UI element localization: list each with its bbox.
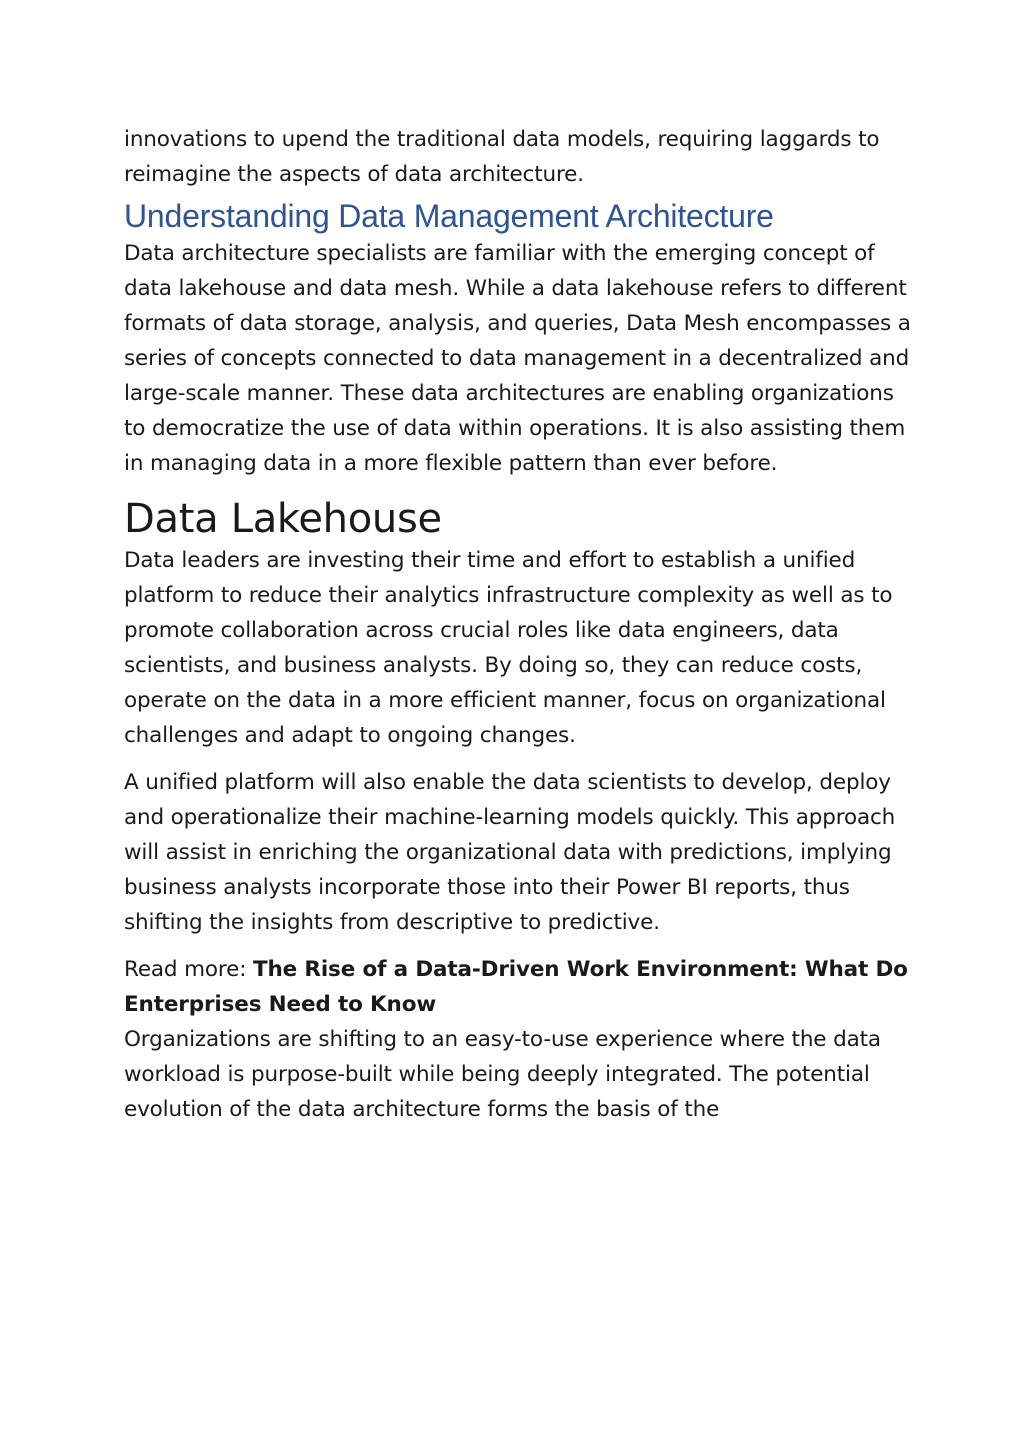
intro-paragraph: innovations to upend the traditional data models, requiring laggards to reimagine the aspects of data architecture. bbox=[124, 127, 880, 187]
data-management-paragraph: Data architecture specialists are familiar with the emerging concept of data lakehouse and data mesh. While a data lakehouse refers to different formats of data storage, analysis, and queries, Data Mesh encompasses a series of concepts connected to data management in a decentralized and large-scale manner. These data architectures are enabling organizations to democratize the use of data within operations. It is also assisting them in managing data in a more flexible pattern than ever before. bbox=[124, 241, 911, 476]
read-more-label: Read more: bbox=[124, 957, 253, 982]
read-more-link[interactable]: The Rise of a Data-Driven Work Environment: What Do Enterprises Need to Know bbox=[124, 957, 908, 1017]
section-heading-data-lakehouse: Data Lakehouse bbox=[124, 496, 442, 542]
lakehouse-paragraph-3: Organizations are shifting to an easy-to-use experience where the data workload is purpose-built while being deeply integrated. The potential evolution of the data architecture forms the basis of the bbox=[124, 1027, 881, 1122]
document-page bbox=[124, 122, 914, 1127]
read-more-line bbox=[124, 952, 914, 1022]
lakehouse-paragraph-2: A unified platform will also enable the data scientists to develop, deploy and operationalize their machine-learning models quickly. This approach will assist in enriching the organizational data with predictions, implying business analysts incorporate those into their Power BI reports, thus shifting the insights from descriptive to predictive. bbox=[124, 770, 896, 935]
lakehouse-paragraph-1: Data leaders are investing their time and effort to establish a unified platform to reduce their analytics infrastructure complexity as well as to promote collaboration across crucial roles like data engineers, data scientists, and business analysts. By doing so, they can reduce costs, operate on the data in a more efficient manner, focus on organizational challenges and adapt to ongoing changes. bbox=[124, 548, 893, 748]
section-heading-data-management-architecture: Understanding Data Management Architecture bbox=[124, 198, 774, 234]
